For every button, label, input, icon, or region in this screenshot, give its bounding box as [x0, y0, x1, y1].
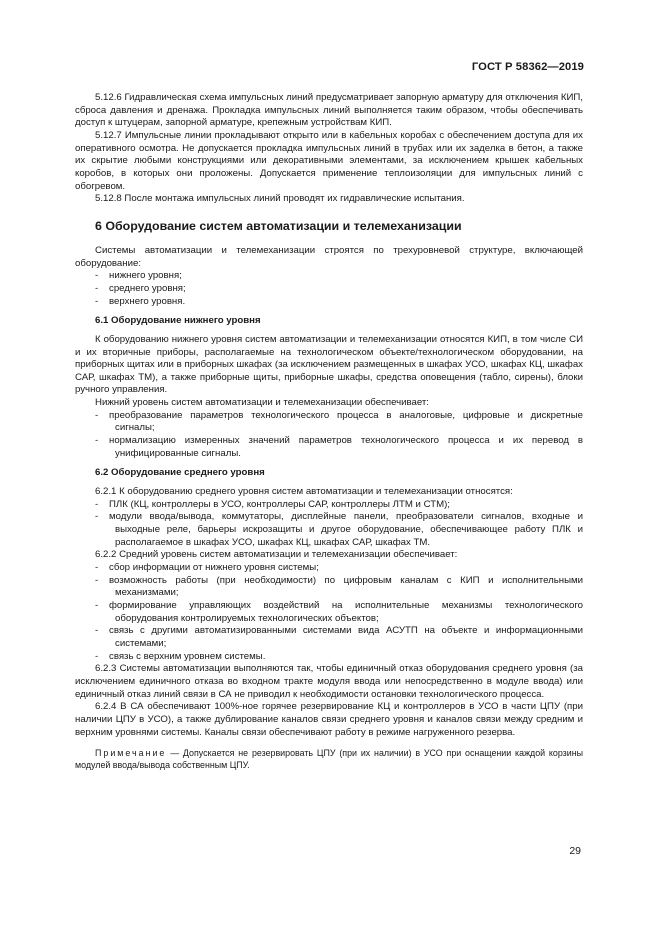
paragraph-6-1-b: Нижний уровень систем автоматизации и телемеханизации обеспечивает: — [95, 397, 429, 409]
paragraph-6-1-a: К оборудованию нижнего уровня систем автоматизации и телемеханизации относятся КИП, в том числе СИ и их вторичные приборы, располагаемые на технологическом объекте/технологическом оборудовании, на приборных щитах или в приборных шкафах (за исключением размещенных в шкафах УСО, шкафах КЦ, шкафах САР, шкафах ТМ), а также приборные щиты, приборные шкафы, средства оповещения (табло, сирены), блоки ручного управления. — [75, 333, 583, 396]
paragraph-5-12-6: 5.12.6 Гидравлическая схема импульсных линий предусматривает запорную арматуру для отключения КИП, сброса давления и дренажа. Прокладка импульсных линий выполняется таким образом, чтобы обеспечивать доступ к штуцерам, запорной арматуре, крепежным устройствам КИП. — [75, 92, 583, 129]
note — [75, 747, 583, 771]
list-item: - возможность работы (при необходимости) по цифровым каналам с КИП и исполнительными механизмами; — [95, 574, 583, 599]
list-item: - формирование управляющих воздействий на исполнительные механизмы технологического оборудования контролируемых технологических объектов; — [95, 599, 583, 624]
list-item: - модули ввода/вывода, коммутаторы, дисплейные панели, преобразователи сигналов, входные и выходные реле, барьеры искрозащиты и другое оборудование, обеспечивающее работу ПЛК и располагаемое в шкафах УСО, шкафах КЦ, шкафах САР, шкафах ТМ. — [95, 511, 583, 548]
page-number: 29 — [569, 845, 581, 857]
note-text: — Допускается не резервировать ЦПУ (при их наличии) в УСО при оснащении каждой корзины модулей ввода/вывода собственным ЦПУ. — [75, 748, 583, 771]
paragraph-6-2-2: 6.2.2 Средний уровень систем автоматизации и телемеханизации обеспечивает: — [95, 549, 458, 561]
paragraph-6-2-4: 6.2.4 В СА обеспечивают 100%-ное горячее резервирование КЦ и контроллеров в УСО в части ЦПУ (при наличии ЦПУ в УСО), а также дублирование каналов связи среднего уровня и каналов связи между средним и верхним уровнями системы. Каналы связи обеспечивают работу в режиме нагруженного резерва. — [75, 701, 583, 738]
section-6-1-title: 6.1 Оборудование нижнего уровня — [95, 315, 261, 327]
list-item: - преобразование параметров технологического процесса в аналоговые, цифровые и дискретные сигналы; — [95, 409, 583, 434]
section-6-2-title: 6.2 Оборудование среднего уровня — [95, 467, 265, 479]
paragraph-5-12-7: 5.12.7 Импульсные линии прокладывают открыто или в кабельных коробах с обеспечением доступа для их оперативного осмотра. Не допускается прокладка импульсных линий в трубах или их заделка в бетон, а также их скрытие любыми конструкциями или декоративными элементами, за исключением крышек кабельных коробов, в которых они проложены. Допускается применение теплоизоляции для импульсных линий с обогревом. — [75, 129, 583, 192]
list-item: - нормализацию измеренных значений параметров технологического процесса и их перевод в унифицированные сигналы. — [95, 435, 583, 459]
paragraph-5-12-8: 5.12.8 После монтажа импульсных линий проводят их гидравлические испытания. — [95, 193, 465, 205]
list-item: - среднего уровня; — [95, 282, 186, 294]
section-6-title: 6 Оборудование систем автоматизации и телемеханизации — [95, 218, 462, 233]
list-item: - связь с другими автоматизированными системами вида АСУТП на объекте и информационными системами; — [95, 625, 583, 649]
page-body — [75, 92, 583, 771]
list-item: - нижнего уровня; — [95, 270, 182, 282]
list-item: - ПЛК (КЦ, контроллеры в УСО, контроллеры САР, контроллеры ЛТМ и СТМ); — [95, 498, 450, 510]
paragraph-6-2-3: 6.2.3 Системы автоматизации выполняются так, чтобы единичный отказ оборудования среднего уровня (за исключением единичного отказа во входном тракте модуля ввода или непосредственно в модуле ввода) или единичный отказ линий связи в СА не приводил к необходимости остановки технологического процесса. — [75, 663, 583, 700]
standard-header: ГОСТ Р 58362—2019 — [471, 61, 584, 73]
note-label: Примечание — [95, 748, 167, 759]
list-item: - сбор информации от нижнего уровня системы; — [95, 562, 319, 573]
paragraph-6-2-1: 6.2.1 К оборудованию среднего уровня систем автоматизации и телемеханизации относятся: — [95, 486, 513, 498]
section-6-intro: Системы автоматизации и телемеханизации строятся по трехуровневой структуре, включающей оборудование: — [75, 244, 583, 269]
list-item: - верхнего уровня. — [95, 295, 186, 307]
list-item: - связь с верхним уровнем системы. — [95, 650, 266, 662]
